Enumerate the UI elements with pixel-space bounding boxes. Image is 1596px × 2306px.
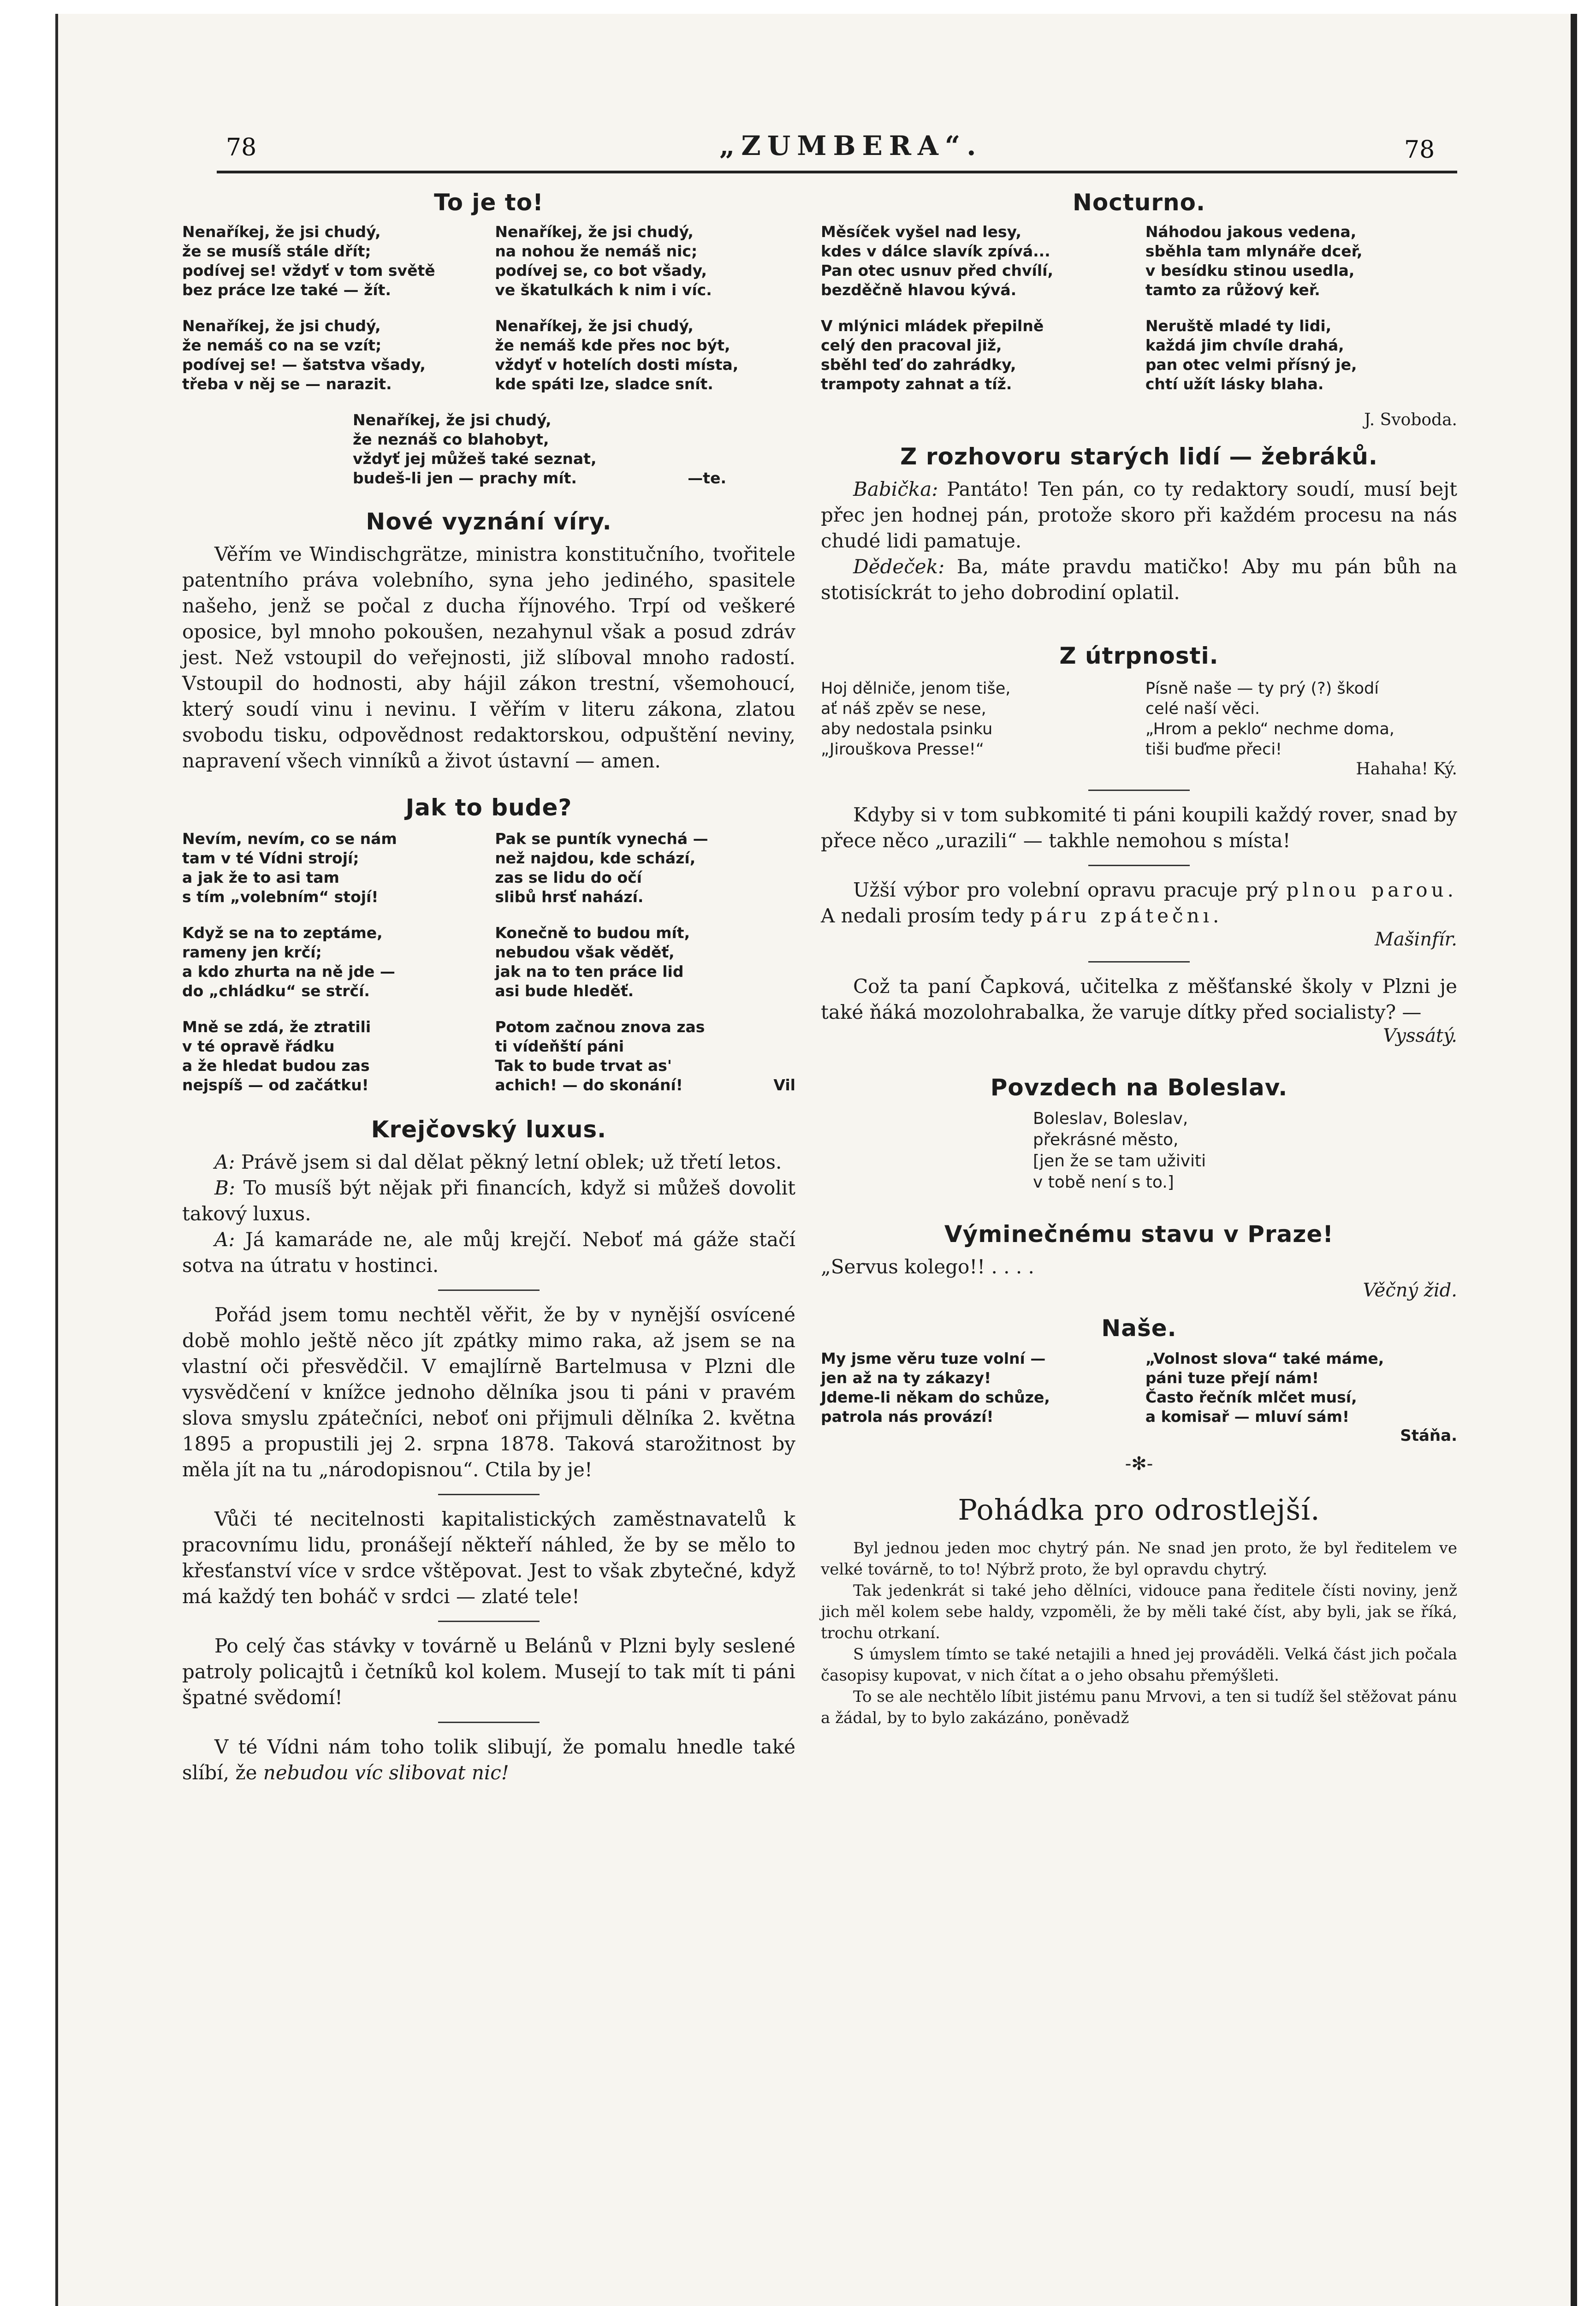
- paragraph-text: A nedali prosím tedy: [821, 904, 1024, 927]
- poem-column-a: [182, 829, 483, 1111]
- verse-line: tam v té Vídni strojí;: [182, 849, 359, 867]
- verse-line: a že hledat budou zas: [182, 1057, 370, 1075]
- stanza: [495, 829, 795, 907]
- nocturno-signature: J. Svoboda.: [1364, 410, 1457, 429]
- verse-line: že se musíš stále dřít;: [182, 242, 371, 260]
- verse-line: ať náš zpěv se nese,: [821, 700, 986, 718]
- nocturno-title: Nocturno.: [1073, 189, 1205, 216]
- paragraph-signature: Mašinfír.: [1375, 929, 1457, 950]
- verse-line: [jen že se tam uživiti: [1033, 1152, 1206, 1171]
- paragraph-sliby: [182, 1734, 795, 1786]
- verse-line: že nemáš co na se vzít;: [182, 336, 382, 354]
- poem-column-b: [1145, 1349, 1457, 1426]
- stanza: [182, 1017, 483, 1095]
- tailor-title: Krejčovský luxus.: [371, 1116, 607, 1143]
- state-greeting: „Servus kolego!! . . . .: [821, 1255, 1034, 1278]
- poem-to-je-to-title: To je to!: [434, 189, 544, 216]
- verse-line: podívej se! — šatstva všady,: [182, 356, 426, 374]
- verse-line: v besídku stinou usedla,: [1145, 262, 1355, 279]
- verse-line: jak na to ten práce lid: [495, 963, 684, 981]
- dialogue-line-b1: [182, 1175, 795, 1227]
- verse-line: Jdeme-li někam do schůze,: [821, 1388, 1050, 1406]
- paragraph-zpatecnici: Pořád jsem tomu nechtěl věřit, že by v nynější osvícené době mohlo ještě něco jít zpátky mimo raka, až jsem se na vlastní oči přesvědčil. V emajlírně Bartelmusa v Plzni dle vysvědčení v knížce jednoho dělníka jsou ti páni v pravém slova smyslu zpátečníci, neboť oni přijmuli dělníka 2. května 1895 a propustili jej 2. srpna 1878. Taková starožitnost by měla jít na tu „národopisnou“. Ctila by je!: [182, 1303, 795, 1481]
- poem-column-b: [1145, 678, 1457, 760]
- verse-line: sběhl teď do zahrádky,: [821, 356, 1016, 374]
- spaced-text: plnou parou.: [1286, 879, 1457, 901]
- verse-line: „Volnost slova“ také máme,: [1145, 1349, 1384, 1367]
- verse-line: Pak se puntík vynechá —: [495, 830, 708, 848]
- verse-line: bez práce lze také — žít.: [182, 281, 391, 299]
- verse-line: Nenaříkej, že jsi chudý,: [495, 223, 694, 241]
- verse-line: překrásné město,: [1033, 1130, 1179, 1149]
- creed-title: Nové vyznání víry.: [366, 508, 612, 535]
- verse-line: vždyť v hotelích dosti místa,: [495, 356, 739, 374]
- verse-line: kdes v dálce slavík zpívá...: [821, 242, 1050, 260]
- separator: [1088, 865, 1190, 866]
- dialogue-text: Pantáto! Ten pán, co ty redaktory soudí, musí bejt přec jen hodnej pán, protože skoro při každém procesu na nás chudé lidi pamatuje.: [821, 478, 1457, 552]
- poem-jak-to-bude-title: Jak to bude?: [405, 794, 572, 821]
- verse-line: do „chládku“ se strčí.: [182, 982, 370, 1000]
- paragraph-capkova: Což ta paní Čapková, učitelka z měšťanské školy v Plzni je také ňáká mozolohrabalka, že varuje dítky před socialisty? —: [821, 975, 1457, 1023]
- verse-line: s tím „volebním“ stojí!: [182, 888, 379, 906]
- ours-title: Naše.: [1101, 1315, 1177, 1342]
- paragraph-vybor: [821, 877, 1457, 929]
- page-number-right: 78: [1404, 136, 1435, 164]
- speaker-label: Babička:: [853, 478, 938, 500]
- poem-signature: —te.: [688, 469, 726, 487]
- right-column: [821, 189, 1457, 1729]
- spaced-text: páru zpátečnı.: [1030, 904, 1223, 927]
- verse-line: v té opravě řádku: [182, 1037, 335, 1055]
- speaker-label: B:: [214, 1177, 236, 1199]
- verse-line: kde spáti lze, sladce snít.: [495, 375, 713, 393]
- verse-line: patrola nás provází!: [821, 1408, 994, 1426]
- verse-line: ve škatulkách k nim i víc.: [495, 281, 712, 299]
- stanza: [182, 829, 483, 907]
- verse-line: Písně naše — ty prý (?) škodí: [1145, 679, 1379, 698]
- stanza: [1145, 222, 1457, 300]
- verse-line: že nemáš kde přes noc být,: [495, 336, 730, 354]
- verse-line: Nenaříkej, že jsi chudý,: [182, 223, 381, 241]
- poem-z-utrpnosti: [821, 678, 1457, 760]
- poem-nase: [821, 1349, 1457, 1426]
- verse-line: a komisař — mluví sám!: [1145, 1408, 1350, 1426]
- verse-line: Neruště mladé ty lidi,: [1145, 317, 1332, 335]
- patience-title: Z útrpnosti.: [1059, 642, 1219, 669]
- verse-line: chtí užít lásky blaha.: [1145, 375, 1324, 393]
- dialogue-line-a2: [182, 1227, 795, 1278]
- verse-line: sběhla tam mlynáře dceř,: [1145, 242, 1363, 260]
- stanza: [1145, 316, 1457, 394]
- verse-line: tamto za růžový keř.: [1145, 281, 1320, 299]
- poem-signature: Vil: [773, 1076, 795, 1094]
- conversation-line-1: [821, 476, 1457, 554]
- boleslav-title: Povzdech na Boleslav.: [990, 1074, 1288, 1101]
- conversation-line-2: [821, 554, 1457, 606]
- verse-line: celý den pracoval již,: [821, 336, 1002, 354]
- dialogue-text: Já kamaráde ne, ale můj krejčí. Neboť má gáže stačí sotva na útratu v hostinci.: [182, 1228, 795, 1277]
- verse-line: Hoj dělniče, jenom tiše,: [821, 679, 1011, 698]
- verse-line: třeba v něj se — narazit.: [182, 375, 392, 393]
- verse-line: „Jirouškova Presse!“: [821, 740, 984, 759]
- left-column: [182, 189, 795, 1786]
- verse-line: celé naší věci.: [1145, 700, 1260, 718]
- separator: [1088, 790, 1190, 791]
- emphasis-text: nebudou víc slibovat nic!: [263, 1761, 509, 1784]
- stanza: [821, 316, 1133, 394]
- verse-line: Boleslav, Boleslav,: [1033, 1109, 1188, 1128]
- paragraph-rover: Kdyby si v tom subkomité ti páni koupili každý rover, snad by přece něco „urazili“ — takhle nemohou s místa!: [821, 803, 1457, 852]
- page-number-left: 78: [226, 134, 257, 161]
- stanza: [182, 923, 483, 1001]
- verse-line: že neznáš co blahobyt,: [353, 430, 549, 448]
- verse-line: Nenaříkej, že jsi chudý,: [495, 317, 694, 335]
- poem-final-stanza: [353, 410, 795, 488]
- verse-line: Mně se zdá, že ztratili: [182, 1018, 371, 1036]
- paragraph-text: Užší výbor pro volební opravu pracuje prý: [853, 879, 1279, 901]
- separator: [438, 1290, 540, 1291]
- ours-signature: Stáňa.: [1400, 1426, 1457, 1445]
- stanza: [495, 222, 795, 300]
- dialogue-text: To musíš být nějak při financích, když si můžeš dovolit takový luxus.: [182, 1177, 795, 1225]
- verse-line: Náhodou jakous vedena,: [1145, 223, 1357, 241]
- verse-line: bezděčně hlavou kývá.: [821, 281, 1017, 299]
- separator: [438, 1494, 540, 1495]
- stanza: [182, 222, 483, 300]
- verse-line: „Hrom a peklo“ nechme doma,: [1145, 720, 1394, 738]
- ornament-icon: -✻-: [1125, 1453, 1153, 1474]
- verse-line: a kdo zhurta na ně jde —: [182, 963, 395, 981]
- poem-nocturno: [821, 222, 1457, 410]
- verse-line: nejspíš — od začátku!: [182, 1076, 369, 1094]
- verse-line: v tobě není s to.]: [1033, 1173, 1174, 1192]
- verse-line: Nenaříkej, že jsi chudý,: [353, 411, 552, 429]
- speaker-label: A:: [214, 1151, 235, 1173]
- newspaper-title: „ZUMBERA“.: [719, 130, 983, 161]
- poem-column-b: [495, 222, 795, 410]
- verse-line: Často řečník mlčet musí,: [1145, 1388, 1357, 1406]
- poem-column-a: [182, 222, 483, 410]
- verse-line: trampoty zahnat a tíž.: [821, 375, 1012, 393]
- state-title: Výminečnému stavu v Praze!: [944, 1221, 1334, 1248]
- poem-column-b: [1145, 222, 1457, 410]
- verse-line: asi bude hleděť.: [495, 982, 634, 1000]
- verse-line: nebudou však věděť,: [495, 943, 675, 961]
- verse-line: tiši buďme přeci!: [1145, 740, 1282, 759]
- separator: [1088, 961, 1190, 963]
- poem-to-je-to: [182, 222, 795, 410]
- verse-line: Potom začnou znova zas: [495, 1018, 705, 1036]
- stanza: [821, 222, 1133, 300]
- verse-line: Pan otec usnuv před chvílí,: [821, 262, 1053, 279]
- speaker-label: Dědeček:: [853, 555, 945, 578]
- patience-signature: Hahaha! Ký.: [1356, 760, 1457, 779]
- verse-line: slibů hrsť nahází.: [495, 888, 644, 906]
- tale-paragraph: Tak jedenkrát si také jeho dělníci, vidouce pana ředitele čísti noviny, jenž jich měl kolem sebe haldy, vzpoměli, že by měli také číst, aby byli, jak se říká, trochu otrkaní.: [821, 1581, 1457, 1642]
- verse-line: než najdou, kde schází,: [495, 849, 696, 867]
- header-rule: [217, 171, 1457, 173]
- stanza: [182, 316, 483, 394]
- verse-line: Nenaříkej, že jsi chudý,: [182, 317, 381, 335]
- poem-column-a: [821, 222, 1133, 410]
- stanza: [495, 316, 795, 394]
- tale-title: Pohádka pro odrostlejší.: [958, 1493, 1320, 1527]
- verse-line: zas se lidu do očí: [495, 868, 642, 886]
- poem-boleslav: [1033, 1108, 1457, 1193]
- verse-line: Když se na to zeptáme,: [182, 924, 383, 942]
- verse-line: Konečně to budou mít,: [495, 924, 690, 942]
- poem-column-a: [821, 1349, 1133, 1426]
- tale-paragraph: Byl jednou jeden moc chytrý pán. Ne snad jen proto, že byl ředitelem ve velké továrně, to to! Nýbrž proto, že byl opravdu chytrý.: [821, 1539, 1457, 1579]
- verse-line: My jsme věru tuze volní —: [821, 1349, 1046, 1367]
- speaker-label: A:: [214, 1228, 235, 1251]
- dialogue-text: Právě jsem si dal dělat pěkný letní oblek; už třetí letos.: [241, 1151, 782, 1173]
- dialogue-line-a1: [182, 1149, 795, 1175]
- paragraph-stavka: Po celý čas stávky v továrně u Belánů v Plzni byly seslené patroly policajtů i četníků kol kolem. Musejí to tak mít ti páni špatné svědomí!: [182, 1634, 795, 1709]
- separator: [438, 1621, 540, 1622]
- verse-line: budeš-li jen — prachy mít.: [353, 469, 577, 487]
- verse-line: na nohou že nemáš nic;: [495, 242, 698, 260]
- paragraph-zlate-tele: Vůči té necitelnosti kapitalistických zaměstnavatelů k pracovnímu lidu, pronášejí někteří náhled, že by se mělo to křesťanství více v srdce vštěpovat. Jest to však zbytečné, když má každý ten boháč v srdci — zlaté tele!: [182, 1508, 795, 1608]
- verse-line: jen až na ty zákazy!: [821, 1369, 991, 1387]
- state-signature: Věčný žid.: [1363, 1280, 1457, 1301]
- verse-line: Nevím, nevím, co se nám: [182, 830, 397, 848]
- poem-jak-to-bude: [182, 829, 795, 1111]
- stanza: [495, 1017, 795, 1095]
- poem-column-b: [495, 829, 795, 1111]
- verse-line: podívej se, co bot všady,: [495, 262, 707, 279]
- paragraph-signature: Vyssátý.: [1383, 1025, 1457, 1046]
- paragraph-text: V té Vídni nám toho tolik slibují, že pomalu hnedle také slíbí, že: [182, 1735, 795, 1784]
- verse-line: V mlýnici mládek přepilně: [821, 317, 1044, 335]
- verse-line: Tak to bude trvat as': [495, 1057, 672, 1075]
- verse-line: pan otec velmi přísný je,: [1145, 356, 1357, 374]
- conversation-title: Z rozhovoru starých lidí — žebráků.: [900, 443, 1378, 470]
- tale-paragraph: To se ale nechtělo líbit jistému panu Mrvovi, a ten si tudíž šel stěžovat pánu a žádal, by to bylo zakázáno, poněvadž: [821, 1688, 1457, 1727]
- verse-line: ti vídeňští páni: [495, 1037, 624, 1055]
- verse-line: rameny jen krčí;: [182, 943, 322, 961]
- verse-line: a jak že to asi tam: [182, 868, 339, 886]
- creed-text: Věřím ve Windischgrätze, ministra konstitučního, tvořitele patentního práva volebního, syna jeho jediného, spasitele našeho, jenž se počal z ducha říjnového. Trpí od veškeré oposice, byl mnoho pokoušen, nezahynul však a posud zdráv jest. Než vstoupil do veřejnosti, již slíboval mnoho radostí. Vstoupil do hodnosti, aby hájil zákon trestní, všemohoucí, který soudí vinu i nevinu. I věřím v literu zákona, zlatou svobodu tisku, odpovědnost redaktorskou, odpuštění neviny, napravení všech vinníků a život ústavní — amen.: [182, 543, 795, 772]
- poem-column-a: [821, 678, 1133, 760]
- verse-line: každá jim chvíle drahá,: [1145, 336, 1344, 354]
- verse-line: aby nedostala psinku: [821, 720, 993, 738]
- verse-line: páni tuze přejí nám!: [1145, 1369, 1319, 1387]
- tale-paragraph: S úmyslem tímto se také netajili a hned jej prováděli. Velká část jich počala časopisy kupovat, v nich čítat a o jeho obsahu přemýšleti.: [821, 1645, 1457, 1685]
- stanza: [495, 923, 795, 1001]
- dialogue-text: Ba, máte pravdu matičko! Aby mu pán bůh na stotisíckrát to jeho dobrodiní oplatil.: [821, 555, 1457, 604]
- verse-line: podívej se! vždyť v tom světě: [182, 262, 435, 279]
- separator: [438, 1722, 540, 1723]
- verse-line: achich! — do skonání!: [495, 1076, 683, 1094]
- verse-line: vždyť jej můžeš také seznat,: [353, 450, 597, 468]
- verse-line: Měsíček vyšel nad lesy,: [821, 223, 1022, 241]
